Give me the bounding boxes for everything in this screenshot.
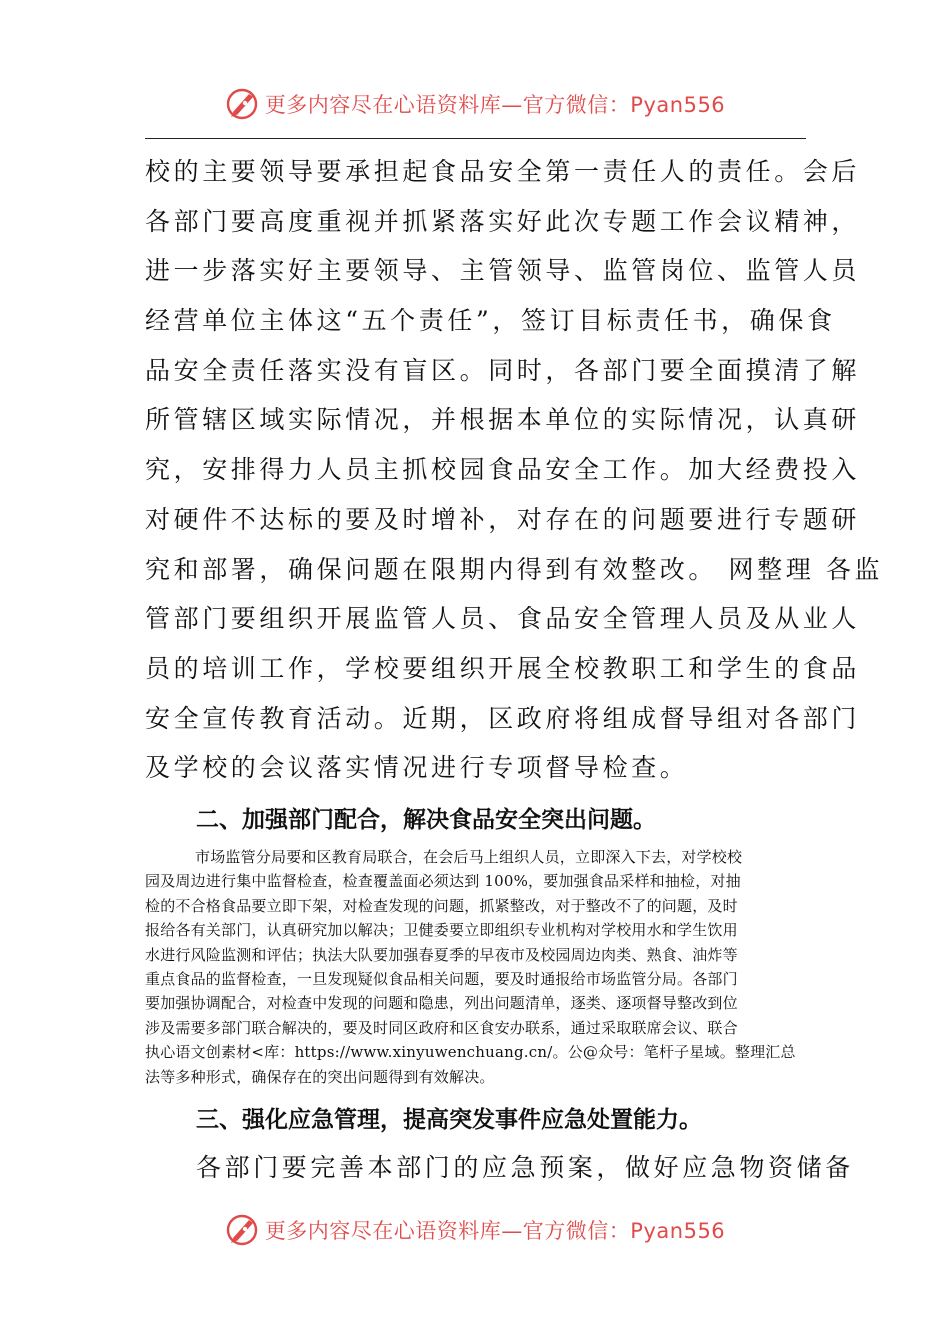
section-2-line: 重点食品的监督检查，一旦发现疑似食品相关问题，要及时通报给市场监管分局。各部门 xyxy=(145,969,738,988)
body-line: 究和部署，确保问题在限期内得到有效整改。 网整理 各监 xyxy=(145,554,884,584)
section-2-line: 市场监管分局要和区教育局联合，在会后马上组织人员，立即深入下去，对学校校 xyxy=(195,848,743,866)
footer-watermark-text: 更多内容尽在心语资料库—官方微信：Pyan556 xyxy=(264,1219,726,1243)
section-2-line: 要加强协调配合，对检查中发现的问题和隐患，列出问题清单，逐类、逐项督导整改到位 xyxy=(145,994,738,1013)
pen-logo-icon xyxy=(225,86,261,122)
section-2-line: 法等多种形式，确保存在的突出问题得到有效解决。 xyxy=(145,1067,495,1086)
header-watermark-banner xyxy=(0,82,950,126)
section-2-paragraph xyxy=(145,845,809,1089)
body-line: 进一步落实好主要领导、主管领导、监管岗位、监管人员 xyxy=(145,256,861,286)
pen-logo-icon xyxy=(225,1212,261,1248)
body-line: 品安全责任落实没有盲区。同时，各部门要全面摸清了解 xyxy=(145,355,861,385)
section-heading-2: 二、加强部门配合，解决食品安全突出问题。 xyxy=(196,807,656,833)
section-2-line: 涉及需要多部门联合解决的，要及时同区政府和区食安办联系，通过采取联席会议、联合 xyxy=(145,1018,738,1037)
body-line: 安全宣传教育活动。近期，区政府将组成督导组对各部门 xyxy=(145,703,861,733)
section-2-line: 报给各有关部门，认真研究加以解决；卫健委要立即组织专业机构对学校用水和学生饮用 xyxy=(145,921,738,940)
section-2-line: 检的不合格食品要立即下架，对检查发现的问题，抓紧整改，对于整改不了的问题，及时 xyxy=(145,896,738,915)
header-watermark-text: 更多内容尽在心语资料库—官方微信：Pyan556 xyxy=(264,93,726,117)
section-2-line: 执心语文创素材<库：https://www.xinyuwenchuang.cn/。公@众号：笔杆子星域。整理汇总 xyxy=(145,1043,796,1062)
section-2-line: 园及周边进行集中监督检查，检查覆盖面必须达到 100%，要加强食品采样和抽检，对抽 xyxy=(145,872,741,891)
section-2-line: 水进行风险监测和评估；执法大队要加强春夏季的早夜市及校园周边肉类、熟食、油炸等 xyxy=(145,945,738,964)
footer-watermark-banner xyxy=(0,1208,950,1252)
body-line: 管部门要组织开展监管人员、食品安全管理人员及从业人 xyxy=(145,604,861,634)
body-line: 各部门要高度重视并抓紧落实好此次专题工作会议精神， xyxy=(145,206,861,236)
body-line: 经营单位主体这“五个责任”，签订目标责任书，确保食 xyxy=(145,306,836,336)
body-line: 及学校的会议落实情况进行专项督导检查。 xyxy=(145,753,689,783)
header-rule xyxy=(145,138,806,139)
section-3-first-line: 各部门要完善本部门的应急预案，做好应急物资储备 xyxy=(196,1153,854,1182)
body-line: 所管辖区域实际情况，并根据本单位的实际情况，认真研 xyxy=(145,405,861,435)
body-line: 员的培训工作，学校要组织开展全校教职工和学生的食品 xyxy=(145,653,861,683)
section-heading-3: 三、强化应急管理，提高突发事件应急处置能力。 xyxy=(196,1107,702,1133)
body-line: 对硬件不达标的要及时增补，对存在的问题要进行专题研 xyxy=(145,504,861,534)
body-line: 校的主要领导要承担起食品安全第一责任人的责任。会后 xyxy=(145,157,861,186)
body-line: 究，安排得力人员主抓校园食品安全工作。加大经费投入 xyxy=(145,455,861,485)
body-paragraph xyxy=(145,147,884,793)
